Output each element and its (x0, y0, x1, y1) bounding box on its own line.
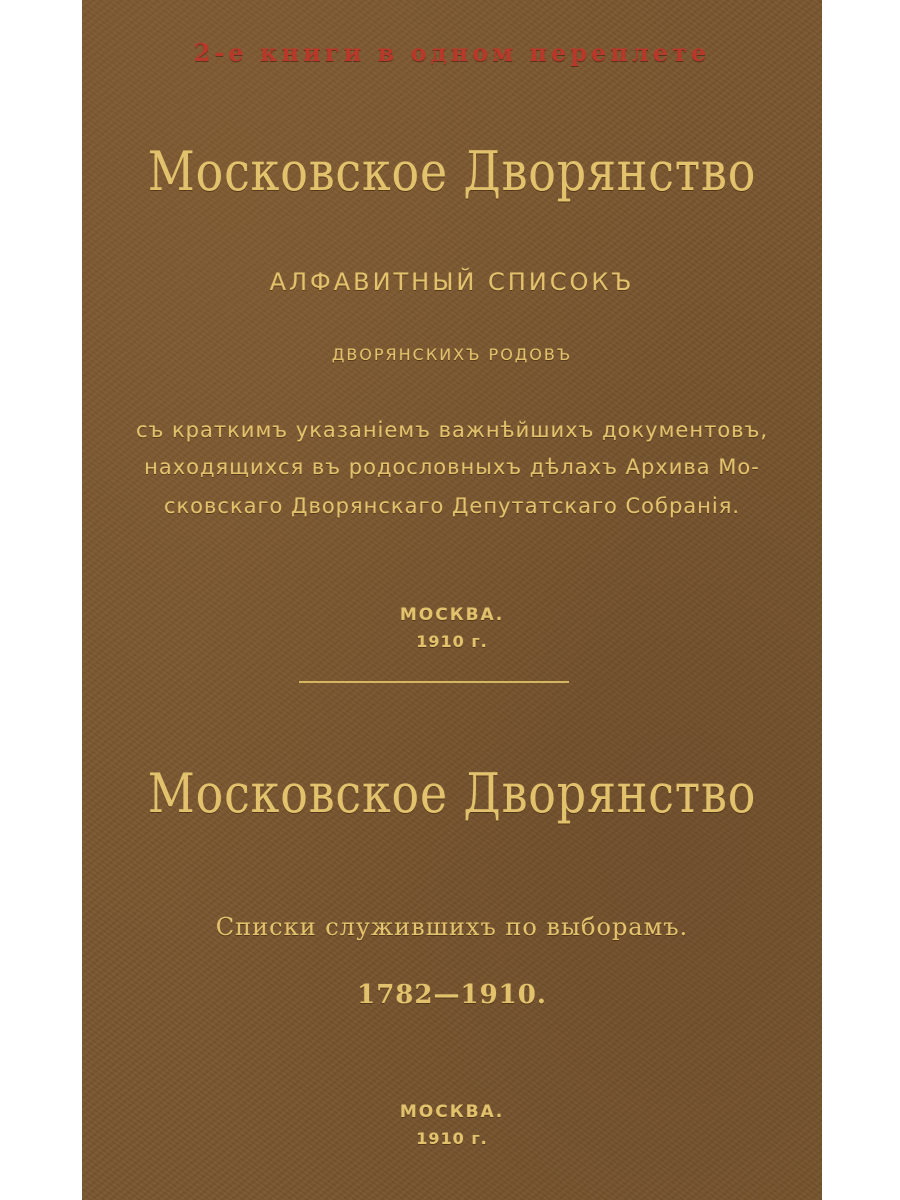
book1-city: МОСКВА. (399, 605, 505, 625)
book2-year: 1910 г. (416, 1129, 488, 1148)
top-note: 2-е книги в одном переплете (193, 38, 711, 67)
book-cover (82, 0, 822, 1200)
book2-dates: 1782—1910. (357, 980, 547, 1010)
divider-rule (299, 681, 569, 683)
book2-city: МОСКВА. (399, 1102, 505, 1122)
book1-year: 1910 г. (416, 632, 488, 651)
book1-small-caps: ДВОРЯНСКИХЪ РОДОВЪ (331, 345, 573, 364)
book1-title: Московское Дворянство (147, 140, 757, 203)
book1-description-line-2: находящихся въ родословныхъ дѣлахъ Архива Мо- (144, 455, 760, 479)
book2-title: Московское Дворянство (147, 762, 757, 825)
book1-description-line-3: сковскаго Дворянскаго Депутатскаго Собранiя. (163, 494, 741, 518)
book2-subtitle: Списки служившихъ по выборамъ. (215, 913, 689, 941)
book1-description-line-1: съ краткимъ указанiемъ важнѣйшихъ документовъ, (135, 418, 769, 442)
book1-subtitle: АЛФАВИТНЫЙ СПИСОКЪ (269, 268, 635, 296)
